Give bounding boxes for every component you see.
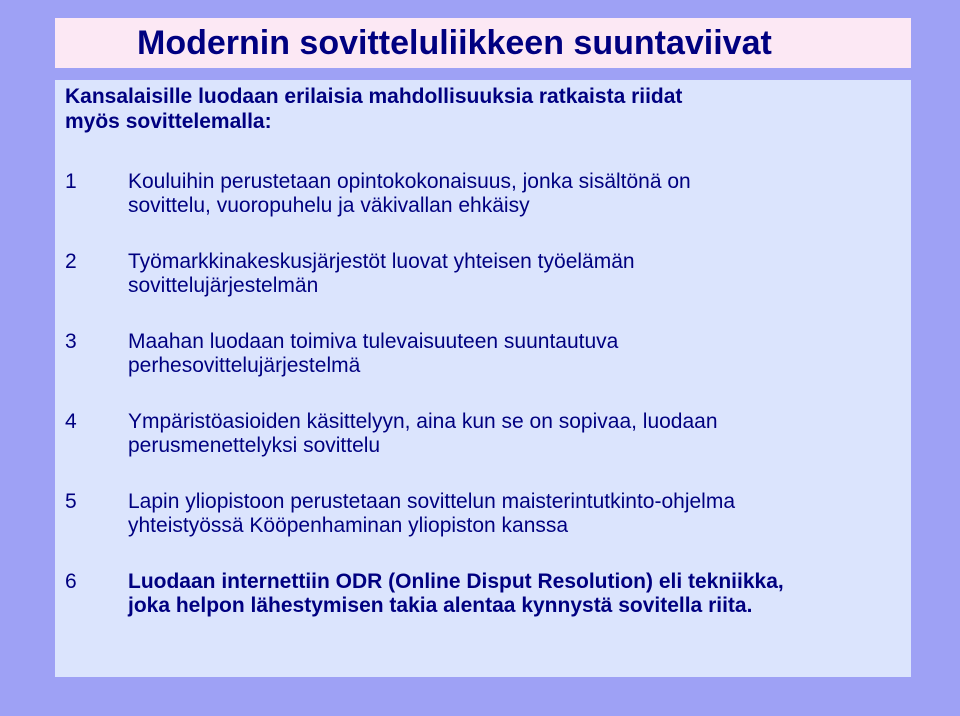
- list-item-number: 3: [65, 330, 77, 353]
- list-item-number: 6: [65, 570, 77, 593]
- list-item-number: 2: [65, 250, 77, 273]
- list-item-line-2: yhteistyössä Kööpenhaminan yliopiston kanssa: [128, 514, 569, 537]
- list-item-text: [128, 570, 898, 618]
- content-box: [55, 80, 911, 677]
- list-item-number: 4: [65, 410, 77, 433]
- list-item-number: 5: [65, 490, 77, 513]
- list-item-line-1: Kouluihin perustetaan opintokokonaisuus, jonka sisältönä on: [128, 170, 691, 193]
- list-item-line-2: joka helpon lähestymisen takia alentaa kynnystä sovitella riita.: [128, 594, 753, 617]
- list-item-line-1: Lapin yliopistoon perustetaan sovittelun maisterintutkinto-ohjelma: [128, 490, 736, 513]
- list-item-line-2: sovittelujärjestelmän: [128, 274, 319, 297]
- list-item-text: [128, 410, 898, 458]
- list-item-text: [128, 170, 898, 218]
- list-item-line-2: perhesovittelujärjestelmä: [128, 354, 361, 377]
- list-item-line-1: Maahan luodaan toimiva tulevaisuuteen suuntautuva: [128, 330, 619, 353]
- list-item-text: [128, 330, 898, 378]
- list-item-text: [128, 490, 898, 538]
- intro-line-2: myös sovittelemalla:: [65, 110, 272, 133]
- intro-line-1: Kansalaisille luodaan erilaisia mahdollisuuksia ratkaista riidat: [65, 85, 683, 108]
- list-item-line-1: Ympäristöasioiden käsittelyyn, aina kun se on sopivaa, luodaan: [128, 410, 718, 433]
- list-item-number: 1: [65, 170, 77, 193]
- title-bar: [55, 18, 911, 68]
- list-item-line-2: sovittelu, vuoropuhelu ja väkivallan ehkäisy: [128, 194, 530, 217]
- list-item-text: [128, 250, 898, 298]
- slide-title: Modernin sovitteluliikkeen suuntaviivat: [137, 24, 772, 62]
- list-item-line-1: Luodaan internettiin ODR (Online Disput Resolution) eli tekniikka,: [128, 570, 784, 593]
- list-item-line-1: Työmarkkinakeskusjärjestöt luovat yhteisen työelämän: [128, 250, 635, 273]
- intro-text: [65, 84, 885, 134]
- list-item-line-2: perusmenettelyksi sovittelu: [128, 434, 381, 457]
